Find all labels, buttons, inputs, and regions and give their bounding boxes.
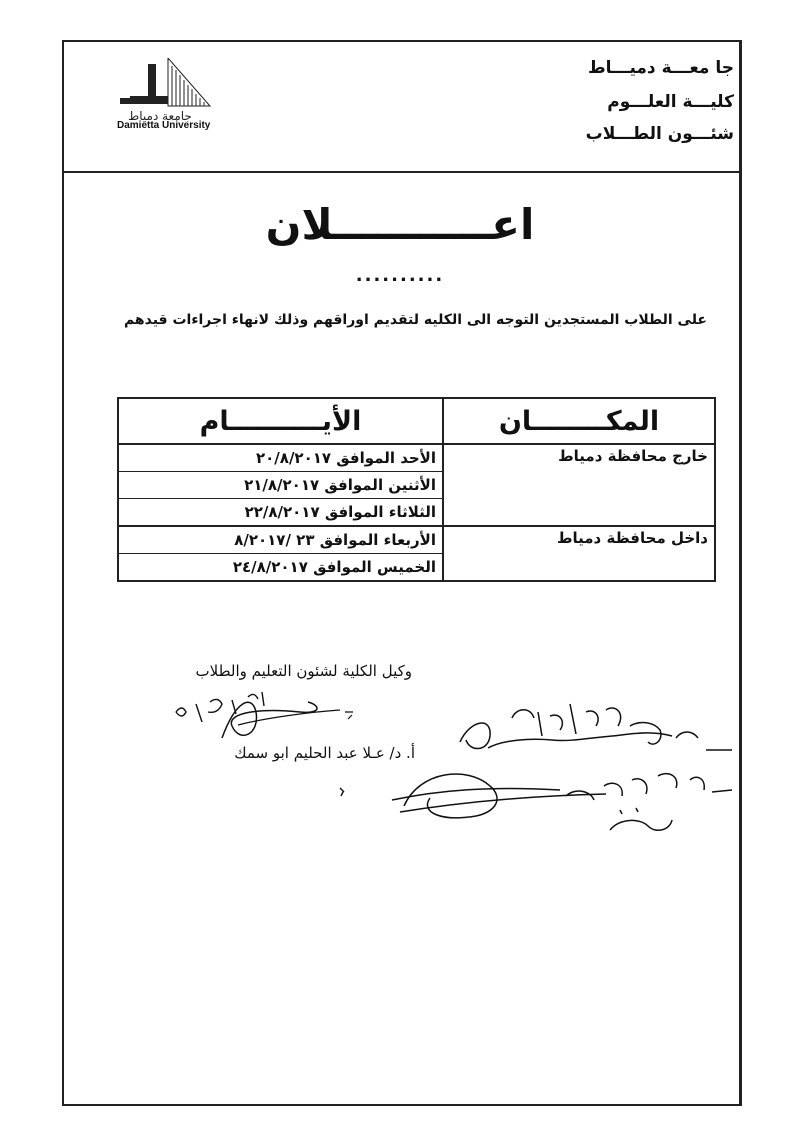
- days-header: الأيــــــــــام: [118, 398, 443, 444]
- place-cell: خارج محافظة دمياط: [443, 444, 715, 526]
- faculty-name: كليـــة العلـــوم: [607, 92, 734, 112]
- announcement-title: اعـــــــــــلان: [265, 200, 535, 249]
- header-divider: [62, 171, 742, 173]
- day-entry: الأربعاء الموافق ٢٣ /٨/٢٠١٧: [119, 527, 442, 554]
- day-entry: الثلاثاء الموافق ٢٢/٨/٢٠١٧: [244, 503, 436, 521]
- table-row: [118, 444, 715, 526]
- logo-english-text: Damietta University: [117, 120, 211, 131]
- schedule-table: [117, 397, 716, 582]
- logo-arabic-text: جامعة دمياط: [128, 109, 192, 123]
- title-separator-dots: ..........: [355, 265, 445, 286]
- day-entry: الخميس الموافق ٢٤/٨/٢٠١٧: [232, 558, 436, 576]
- signatory-name: أ. د/ عـلا عبد الحليم ابو سمك: [234, 744, 415, 762]
- day-entry: الأحد الموافق ٢٠/٨/٢٠١٧: [119, 445, 442, 472]
- signatory-title: وكيل الكلية لشئون التعليم والطلاب: [195, 662, 412, 680]
- days-cell: [118, 444, 443, 526]
- day-entry: الأثنين الموافق ٢١/٨/٢٠١٧: [119, 472, 442, 499]
- department-name: شئـــون الطـــلاب: [585, 124, 734, 144]
- place-header: المكــــــــان: [443, 398, 715, 444]
- table-row: [118, 526, 715, 581]
- days-cell: [118, 526, 443, 581]
- table-header-row: [118, 398, 715, 444]
- university-name: جا معـــة دميـــاط: [588, 58, 734, 78]
- place-cell: داخل محافظة دمياط: [443, 526, 715, 581]
- notice-text: على الطلاب المستجدين التوجه الى الكليه لتقديم اوراقهم وذلك لانهاء اجراءات قيدهم: [123, 312, 707, 328]
